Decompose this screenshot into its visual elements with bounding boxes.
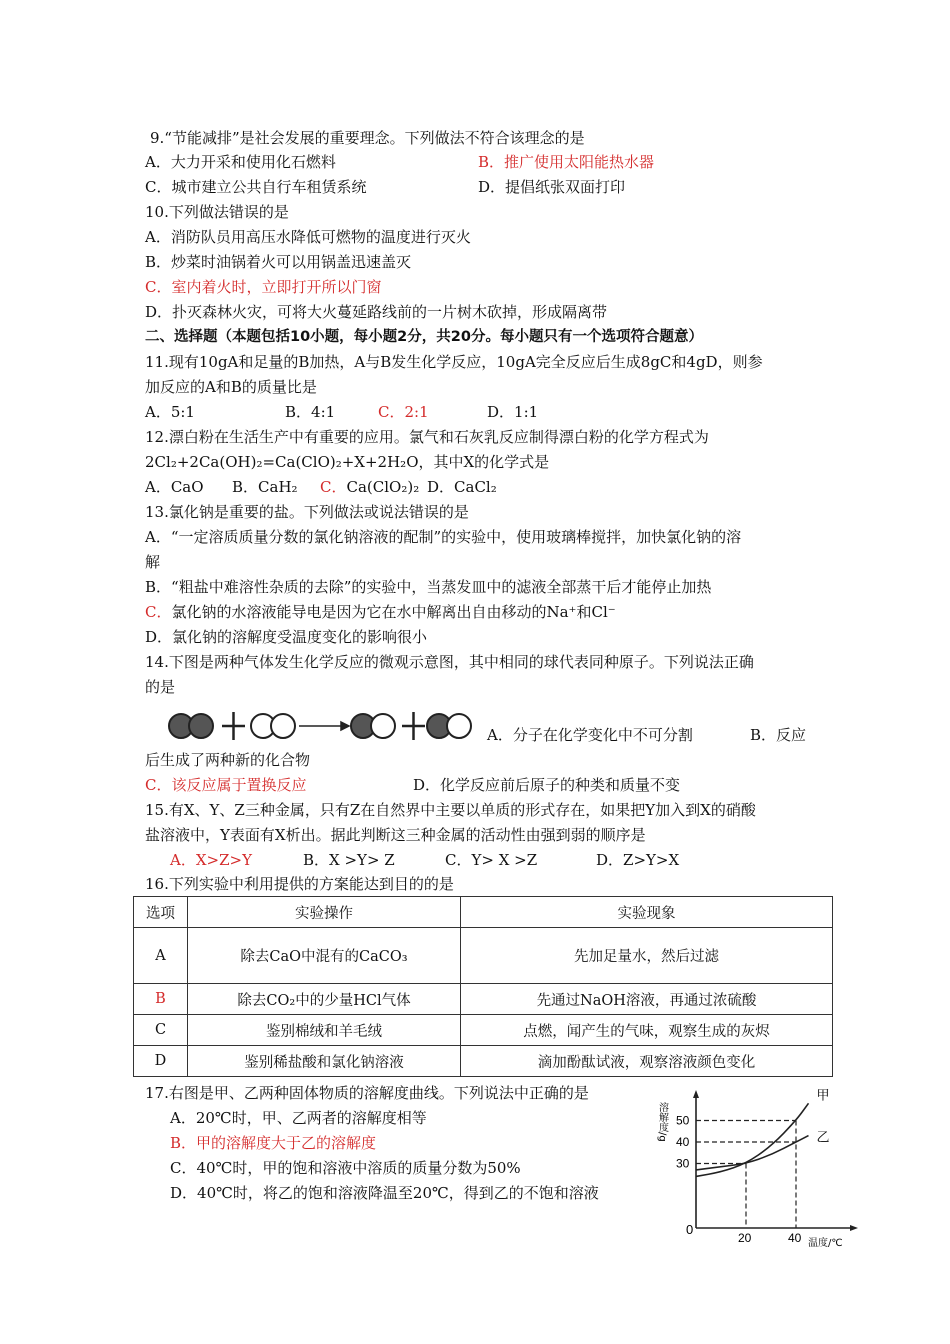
q11-stem-line1: 11.现有10gA和足量的B加热，A与B发生化学反应，10gA完全反应后生成8gC和4gD，则参 xyxy=(145,353,763,371)
x-axis-label: 温度/℃ xyxy=(808,1238,843,1249)
q13-option-c-text: 氯化钠的水溶液能导电是因为它在水中解离出自由移动的Na⁺和Cl⁻ xyxy=(171,603,616,621)
q14-stem-line2: 的是 xyxy=(145,678,176,696)
q15-option-b: B．X >Y> Z xyxy=(303,851,395,869)
q13-option-d: D．氯化钠的溶解度受温度变化的影响很小 xyxy=(145,628,428,646)
origin-label: 0 xyxy=(686,1222,694,1237)
table-cell: D xyxy=(134,1046,188,1077)
q12-stem-line1: 12.漂白粉在生活生产中有重要的应用。氯气和石灰乳反应制得漂白粉的化学方程式为 xyxy=(145,428,709,446)
table-cell: C xyxy=(134,1015,188,1046)
y-tick-label: 50 xyxy=(676,1113,690,1128)
q10-option-c: C．室内着火时，立即打开所以门窗 xyxy=(145,278,382,296)
q13-option-c: C．氯化钠的水溶液能导电是因为它在水中解离出自由移动的Na⁺和Cl⁻ xyxy=(145,603,616,621)
q16-stem: 16.下列实验中利用提供的方案能达到目的的是 xyxy=(145,875,454,893)
table-row xyxy=(134,1046,833,1077)
q13-option-a-line1: A．“一定溶质质量分数的氯化钠溶液的配制”的实验中，使用玻璃棒搅拌，加快氯化钠的溶 xyxy=(145,528,742,546)
table-header-cell: 选项 xyxy=(134,897,188,928)
y-axis-arrow xyxy=(693,1090,699,1098)
q14-option-d: D．化学反应前后原子的种类和质量不变 xyxy=(413,776,681,794)
q15-option-c: C．Y> X >Z xyxy=(445,851,538,869)
q14-option-a: A．分子在化学变化中不可分割 xyxy=(487,726,693,744)
x-tick-label: 40 xyxy=(788,1231,802,1245)
table-cell: 除去CaO中混有的CaCO₃ xyxy=(188,928,461,984)
q12-option-b: B．CaH₂ xyxy=(232,478,298,496)
table-cell: A xyxy=(134,928,188,984)
table-header-cell: 实验操作 xyxy=(188,897,461,928)
q12-option-a: A．CaO xyxy=(145,478,204,496)
q9-option-b: B．推广使用太阳能热水器 xyxy=(478,153,655,171)
q16-table xyxy=(133,896,833,1077)
q10-option-d: D．扑灭森林火灾，可将大火蔓延路线前的一片树木砍掉，形成隔离带 xyxy=(145,303,608,321)
table-header-cell: 实验现象 xyxy=(461,897,833,928)
series-label: 乙 xyxy=(816,1130,830,1146)
q15-option-d: D．Z>Y>X xyxy=(596,851,680,869)
q14-option-b-line1: B．反应 xyxy=(750,726,807,744)
q10-option-a: A．消防队员用高压水降低可燃物的温度进行灭火 xyxy=(145,228,471,246)
y-tick-label: 30 xyxy=(676,1156,690,1171)
molecule-reaction-diagram xyxy=(165,708,485,744)
q12-option-c-text: Ca(ClO₂)₂ xyxy=(346,478,420,496)
q13-option-b: B．“粗盐中难溶性杂质的去除”的实验中，当蒸发皿中的滤液全部蒸干后才能停止加热 xyxy=(145,578,712,596)
q15-stem-line2: 盐溶液中，Y表面有X析出。据此判断这三种金属的活动性由强到弱的顺序是 xyxy=(145,826,646,844)
table-cell: 先通过NaOH溶液，再通过浓硫酸 xyxy=(461,984,833,1015)
table-header-row xyxy=(134,897,833,928)
table-cell: 鉴别棉绒和羊毛绒 xyxy=(188,1015,461,1046)
q10-option-b: B．炒菜时油锅着火可以用锅盖迅速盖灭 xyxy=(145,253,412,271)
table-row xyxy=(134,984,833,1015)
q11-option-b: B．4:1 xyxy=(285,403,336,421)
solubility-curve-yi xyxy=(696,1136,809,1170)
q12-stem-line2: 2Cl₂+2Ca(OH)₂=Ca(ClO)₂+X+2H₂O，其中X的化学式是 xyxy=(145,453,550,471)
q11-option-d: D．1:1 xyxy=(487,403,539,421)
table-row xyxy=(134,928,833,984)
table-cell: B xyxy=(134,984,188,1015)
q17-option-a: A．20℃时，甲、乙两者的溶解度相等 xyxy=(170,1109,427,1127)
q9-stem: 9.“节能减排”是社会发展的重要理念。下列做法不符合该理念的是 xyxy=(150,129,585,147)
q17-stem: 17.右图是甲、乙两种固体物质的溶解度曲线。下列说法中正确的是 xyxy=(145,1084,589,1102)
solubility-curve-jia xyxy=(696,1103,809,1176)
q9-option-d: D．提倡纸张双面打印 xyxy=(478,178,626,196)
y-tick-label: 40 xyxy=(676,1135,690,1149)
series-label: 甲 xyxy=(816,1088,830,1104)
q9-option-c: C．城市建立公共自行车租赁系统 xyxy=(145,178,367,196)
q17-option-c: C．40℃时，甲的饱和溶液中溶质的质量分数为50% xyxy=(170,1159,521,1177)
q17-option-d: D．40℃时，将乙的饱和溶液降温至20℃，得到乙的不饱和溶液 xyxy=(170,1184,599,1202)
y-axis-label: 溶解度/g xyxy=(656,1102,668,1142)
q15-option-a: A．X>Z>Y xyxy=(170,851,252,869)
solubility-chart xyxy=(656,1088,860,1249)
q11-stem-line2: 加反应的A和B的质量比是 xyxy=(145,378,317,396)
q9-option-a: A．大力开采和使用化石燃料 xyxy=(145,153,336,171)
q14-stem-line1: 14.下图是两种气体发生化学反应的微观示意图，其中相同的球代表同种原子。下列说法正确 xyxy=(145,653,754,671)
x-tick-label: 20 xyxy=(738,1231,752,1245)
q12-option-c: C．Ca(ClO₂)₂ xyxy=(320,478,420,496)
table-cell: 先加足量水，然后过滤 xyxy=(461,928,833,984)
q14-option-b-line2: 后生成了两种新的化合物 xyxy=(145,751,311,769)
table-row xyxy=(134,1015,833,1046)
table-cell: 除去CO₂中的少量HCl气体 xyxy=(188,984,461,1015)
x-axis-arrow xyxy=(850,1225,858,1231)
q14-option-c: C．该反应属于置换反应 xyxy=(145,776,307,794)
table-cell: 鉴别稀盐酸和氯化钠溶液 xyxy=(188,1046,461,1077)
q13-stem: 13.氯化钠是重要的盐。下列做法或说法错误的是 xyxy=(145,503,469,521)
section-heading: 二、选择题（本题包括10小题，每小题2分，共20分。每小题只有一个选项符合题意） xyxy=(145,329,703,345)
q10-stem: 10.下列做法错误的是 xyxy=(145,203,289,221)
q15-stem-line1: 15.有X、Y、Z三种金属，只有Z在自然界中主要以单质的形式存在，如果把Y加入到X的硝酸 xyxy=(145,801,756,819)
q17-option-b: B．甲的溶解度大于乙的溶解度 xyxy=(170,1134,377,1152)
q11-option-c: C．2:1 xyxy=(378,403,429,421)
q13-option-a-line2: 解 xyxy=(145,553,161,571)
q12-option-d: D．CaCl₂ xyxy=(427,478,497,496)
table-cell: 点燃，闻产生的气味，观察生成的灰烬 xyxy=(461,1015,833,1046)
table-cell: 滴加酚酞试液，观察溶液颜色变化 xyxy=(461,1046,833,1077)
q11-option-a: A．5:1 xyxy=(145,403,195,421)
